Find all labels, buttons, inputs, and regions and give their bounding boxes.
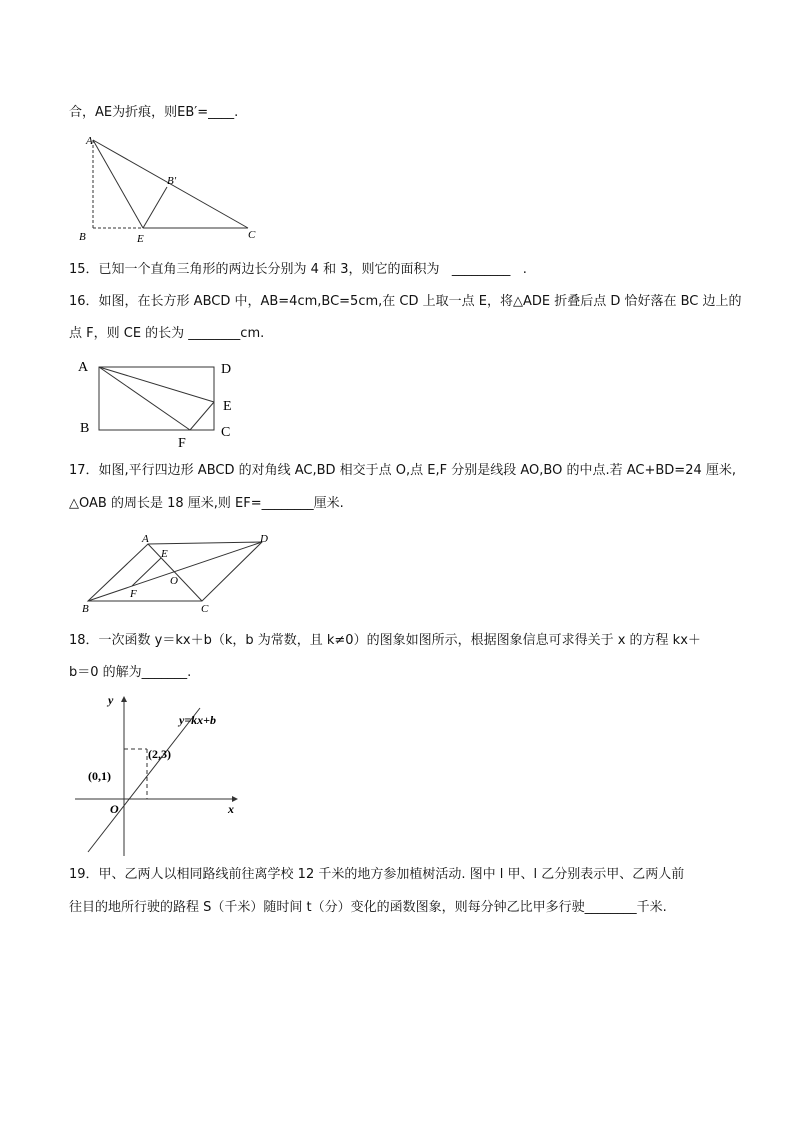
q17-figure (74, 530, 284, 618)
q17-label-b: B (82, 603, 89, 615)
q18-text-line1: 18．一次函数 y＝kx＋b（k，b 为常数，且 k≠0）的图象如图所示，根据图象信息可求得关于 x 的方程 kx＋ (69, 633, 701, 648)
q18-text-line2: b＝0 的解为_______. (69, 665, 192, 680)
q18-label-point-2-3: (2,3) (148, 747, 171, 761)
q18-label-y: y (108, 693, 114, 707)
q16-figure (74, 356, 254, 452)
q16-label-f: F (178, 436, 186, 451)
q14-label-b: B (79, 231, 86, 243)
q17-label-f: F (130, 588, 137, 600)
q16-text-line1: 16．如图，在长方形 ABCD 中，AB=4cm,BC=5cm,在 CD 上取一点 E，将△ADE 折叠后点 D 恰好落在 BC 边上的 (69, 294, 742, 309)
q18-label-x: x (228, 802, 234, 816)
q18-label-function: y=kx+b (179, 713, 217, 727)
q14-label-bprime: B′ (167, 175, 177, 187)
q14-label-a: A (86, 135, 93, 147)
q17-text-line2: △OAB 的周长是 18 厘米,则 EF=________厘米. (69, 496, 344, 511)
q18-label-point-0-1: (0,1) (88, 769, 111, 783)
q16-label-b: B (80, 421, 90, 436)
q16-label-a: A (78, 360, 89, 375)
q14-figure (70, 132, 270, 244)
q16-label-d: D (221, 362, 232, 377)
q17-label-d: D (260, 533, 268, 545)
q14-text: 合，AE为折痕，则EB′=____. (69, 105, 239, 120)
q17-label-a: A (142, 533, 149, 545)
q17-label-c: C (201, 603, 209, 615)
q18-figure (70, 688, 250, 858)
q19-text-line1: 19．甲、乙两人以相同路线前往离学校 12 千米的地方参加植树活动. 图中 l 甲、l 乙分别表示甲、乙两人前 (69, 867, 685, 882)
q14-label-e: E (137, 233, 144, 244)
q15-text: 15．已知一个直角三角形的两边长分别为 4 和 3，则它的面积为 _________ . (69, 262, 527, 277)
q16-text-line2: 点 F，则 CE 的长为 ________cm. (69, 326, 265, 341)
q14-label-c: C (248, 229, 256, 241)
q16-label-e: E (223, 399, 232, 414)
q17-label-e: E (161, 548, 168, 560)
q17-label-o: O (170, 575, 178, 587)
q18-label-origin: O (110, 802, 119, 816)
q17-text-line1: 17．如图,平行四边形 ABCD 的对角线 AC,BD 相交于点 O,点 E,F 分别是线段 AO,BO 的中点.若 AC+BD=24 厘米, (69, 463, 737, 478)
q19-text-line2: 往目的地所行驶的路程 S（千米）随时间 t（分）变化的函数图象，则每分钟乙比甲多行驶________千米. (69, 900, 667, 915)
q16-label-c: C (221, 425, 231, 440)
